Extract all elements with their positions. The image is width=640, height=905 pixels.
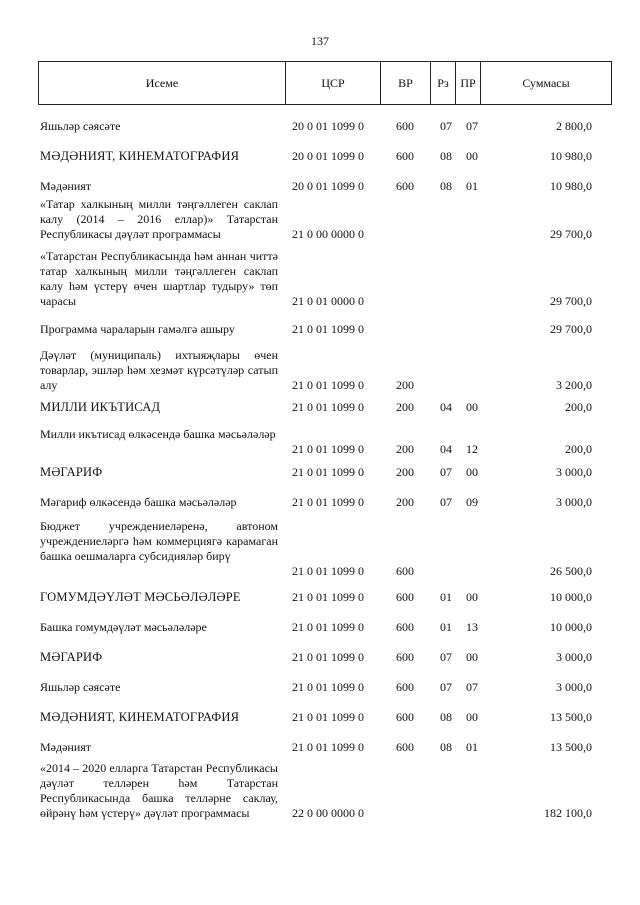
row-sum: 200,0 — [565, 400, 592, 414]
row-vr: 200 — [396, 400, 414, 414]
row-sum: 10 000,0 — [550, 620, 592, 634]
table-header — [38, 61, 612, 105]
row-vr: 200 — [396, 378, 414, 392]
row-csr: 20 0 01 1099 0 — [292, 179, 364, 193]
row-sum: 10 980,0 — [550, 149, 592, 163]
row-csr: 21 0 01 1099 0 — [292, 590, 364, 604]
row-vr: 600 — [396, 590, 414, 604]
row-name: «2014 – 2020 елларга Татарстан Республикасы дәүләт телләрен һәм Татарстан Республикасында башка телләрне саклау, өйрәнү һәм үстерү» дәүләт программасы — [40, 761, 278, 820]
row-rz: 07 — [440, 680, 452, 694]
row-name: МИЛЛИ ИКЪТИСАД — [40, 400, 161, 414]
row-sum: 29 700,0 — [550, 322, 592, 336]
row-vr: 600 — [396, 149, 414, 163]
row-sum: 3 000,0 — [556, 680, 592, 694]
row-name: Мәдәният — [40, 740, 92, 754]
row-pr: 00 — [466, 710, 478, 724]
row-vr: 600 — [396, 179, 414, 193]
row-sum: 3 000,0 — [556, 495, 592, 509]
row-sum: 3 000,0 — [556, 650, 592, 664]
page-number: 137 — [311, 34, 329, 48]
row-sum: 26 500,0 — [550, 564, 592, 578]
row-csr: 21 0 01 1099 0 — [292, 680, 364, 694]
row-pr: 00 — [466, 590, 478, 604]
row-csr: 21 0 01 1099 0 — [292, 740, 364, 754]
row-name: Программа чараларын гамәлгә ашыру — [40, 322, 235, 336]
header-pr: ПР — [456, 62, 481, 104]
row-name: МӘДӘНИЯТ, КИНЕМАТОГРАФИЯ — [40, 149, 240, 163]
row-name: МӘГАРИФ — [40, 650, 103, 664]
row-name: Бюджет учреждениеләренә, автоном учреждениеләргә һәм коммерциягә карамаган башка оешмаларга субсидияләр бирү — [40, 519, 278, 563]
row-pr: 07 — [466, 119, 478, 133]
row-vr: 600 — [396, 620, 414, 634]
row-pr: 09 — [466, 495, 478, 509]
row-csr: 21 0 01 1099 0 — [292, 564, 364, 578]
row-pr: 12 — [466, 442, 478, 456]
row-csr: 20 0 01 1099 0 — [292, 149, 364, 163]
row-vr: 600 — [396, 680, 414, 694]
row-name: МӘДӘНИЯТ, КИНЕМАТОГРАФИЯ — [40, 710, 240, 724]
row-pr: 00 — [466, 465, 478, 479]
row-name: Дәүләт (муниципаль) ихтыяҗлары өчен товарлар, эшләр һәм хезмәт күрсәтүләр сатып алу — [40, 348, 278, 392]
row-rz: 04 — [440, 442, 452, 456]
row-sum: 13 500,0 — [550, 740, 592, 754]
row-name: Башка гомумдәүләт мәсьәләләре — [40, 620, 207, 634]
row-rz: 07 — [440, 495, 452, 509]
row-sum: 3 000,0 — [556, 465, 592, 479]
row-sum: 3 200,0 — [556, 378, 592, 392]
row-name: Яшьләр сәясәте — [40, 119, 121, 133]
row-csr: 21 0 01 0000 0 — [292, 294, 364, 308]
row-rz: 07 — [440, 650, 452, 664]
header-rz: Рз — [431, 62, 456, 104]
row-csr: 21 0 01 1099 0 — [292, 620, 364, 634]
row-csr: 21 0 01 1099 0 — [292, 322, 364, 336]
row-sum: 200,0 — [565, 442, 592, 456]
row-vr: 600 — [396, 564, 414, 578]
row-vr: 200 — [396, 465, 414, 479]
row-csr: 20 0 01 1099 0 — [292, 119, 364, 133]
row-sum: 13 500,0 — [550, 710, 592, 724]
row-rz: 04 — [440, 400, 452, 414]
row-vr: 200 — [396, 495, 414, 509]
row-sum: 2 800,0 — [556, 119, 592, 133]
row-pr: 07 — [466, 680, 478, 694]
row-pr: 13 — [466, 620, 478, 634]
row-rz: 07 — [440, 465, 452, 479]
row-vr: 600 — [396, 650, 414, 664]
row-name: МӘГАРИФ — [40, 465, 103, 479]
row-pr: 01 — [466, 179, 478, 193]
row-rz: 07 — [440, 119, 452, 133]
row-sum: 10 980,0 — [550, 179, 592, 193]
row-name: Мәдәният — [40, 179, 92, 193]
header-sum: Суммасы — [522, 75, 570, 90]
row-sum: 182 100,0 — [544, 806, 592, 820]
row-sum: 29 700,0 — [550, 294, 592, 308]
row-csr: 21 0 01 1099 0 — [292, 465, 364, 479]
row-name: Милли икътисад өлкәсендә башка мәсьәләләр — [40, 427, 276, 441]
row-csr: 21 0 01 1099 0 — [292, 378, 364, 392]
row-name: ГОМУМДӘҮЛӘТ МӘСЬӘЛӘЛӘРЕ — [40, 590, 241, 604]
row-pr: 00 — [466, 650, 478, 664]
row-csr: 21 0 01 1099 0 — [292, 442, 364, 456]
row-name: «Татарстан Республикасында һәм аннан читтә татар халкының милли тәңгәллеген саклап калу һәм үстерү өчен шартлар тудыру» төп чарасы — [40, 249, 278, 308]
header-vr: ВР — [381, 62, 431, 104]
row-rz: 08 — [440, 740, 452, 754]
row-name: «Татар халкының милли тәңгәллеген саклап калу (2014 – 2016 еллар)» Татарстан Республикасы дәүләт программасы — [40, 197, 278, 241]
row-csr: 21 0 01 1099 0 — [292, 400, 364, 414]
row-vr: 600 — [396, 119, 414, 133]
row-sum: 10 000,0 — [550, 590, 592, 604]
row-rz: 08 — [440, 179, 452, 193]
row-csr: 21 0 00 0000 0 — [292, 227, 364, 241]
header-csr: ЦСР — [286, 62, 381, 104]
row-sum: 29 700,0 — [550, 227, 592, 241]
row-rz: 01 — [440, 620, 452, 634]
row-name: Мәгариф өлкәсендә башка мәсьәләләр — [40, 495, 237, 509]
row-pr: 00 — [466, 400, 478, 414]
row-csr: 22 0 00 0000 0 — [292, 806, 364, 820]
row-pr: 00 — [466, 149, 478, 163]
row-vr: 200 — [396, 442, 414, 456]
header-name: Исеме — [39, 62, 286, 104]
row-name: Яшьләр сәясәте — [40, 680, 121, 694]
row-pr: 01 — [466, 740, 478, 754]
row-vr: 600 — [396, 740, 414, 754]
row-rz: 08 — [440, 149, 452, 163]
row-rz: 01 — [440, 590, 452, 604]
row-csr: 21 0 01 1099 0 — [292, 650, 364, 664]
row-rz: 08 — [440, 710, 452, 724]
row-vr: 600 — [396, 710, 414, 724]
row-csr: 21 0 01 1099 0 — [292, 495, 364, 509]
row-csr: 21 0 01 1099 0 — [292, 710, 364, 724]
